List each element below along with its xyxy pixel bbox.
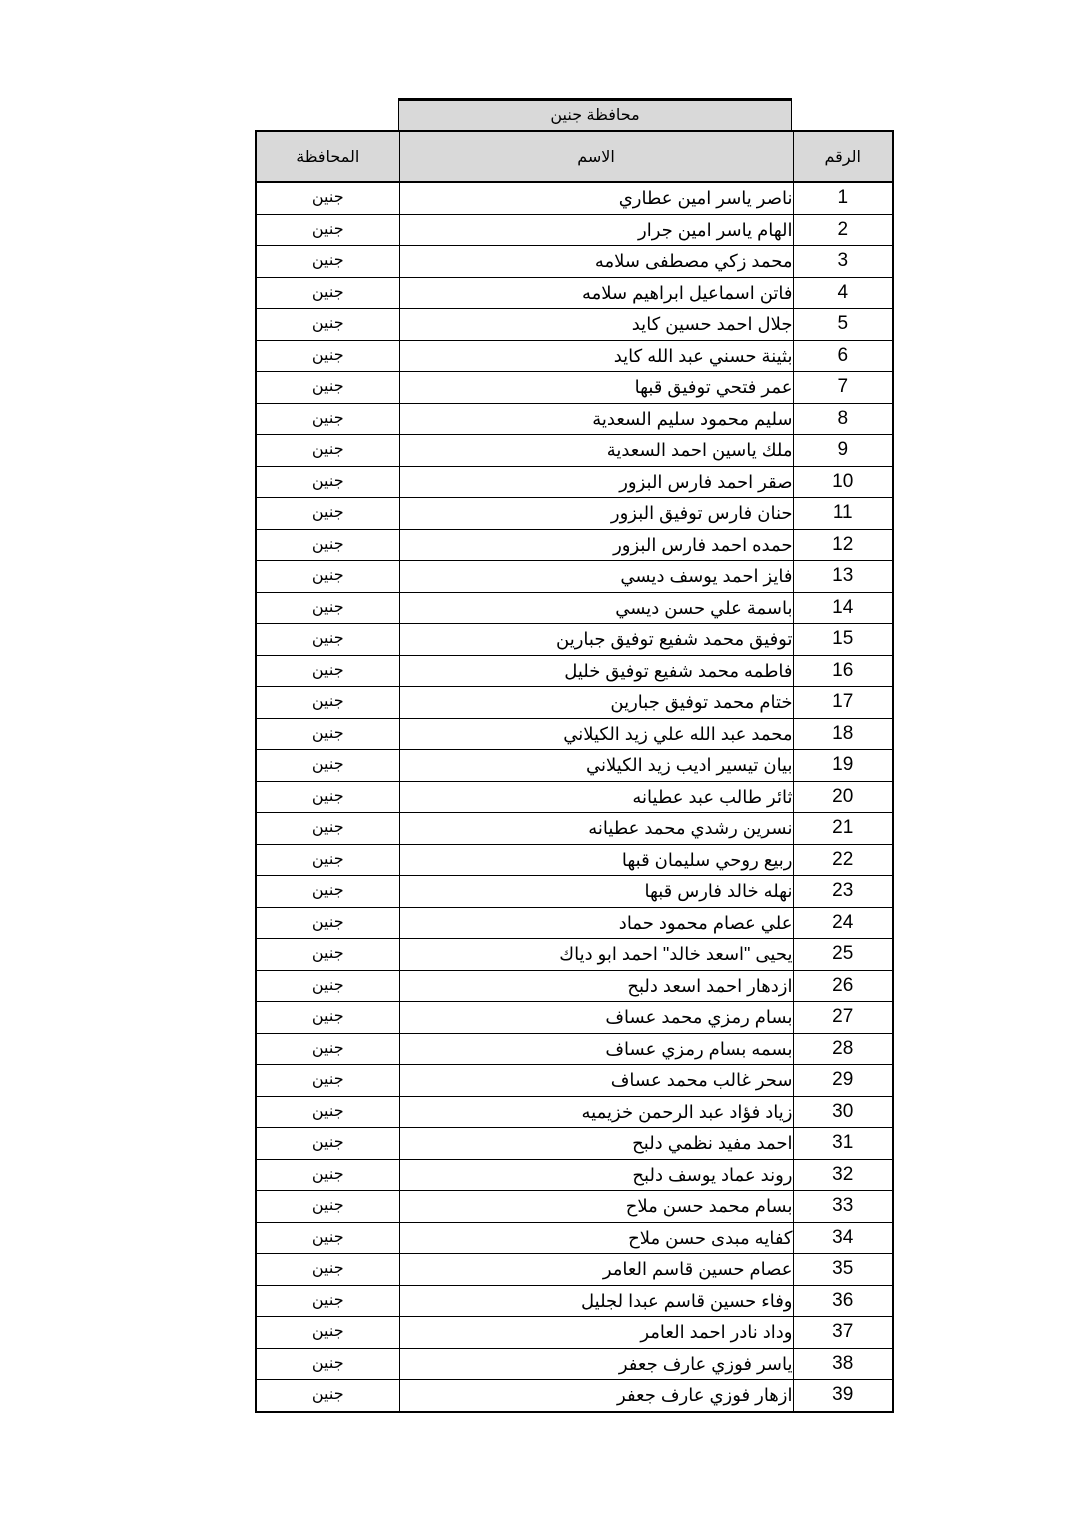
name-cell: ثائر طالب عبد عطيانه xyxy=(399,781,793,813)
number-cell: 4 xyxy=(793,277,893,309)
table-row xyxy=(256,813,893,845)
governorate-cell: جنين xyxy=(256,718,399,750)
governorate-cell: جنين xyxy=(256,592,399,624)
number-cell: 22 xyxy=(793,844,893,876)
name-cell: ربيع روحي سليمان قبها xyxy=(399,844,793,876)
governorate-cell: جنين xyxy=(256,1191,399,1223)
governorate-cell: جنين xyxy=(256,498,399,530)
governorate-cell: جنين xyxy=(256,781,399,813)
table-row xyxy=(256,687,893,719)
number-cell: 5 xyxy=(793,309,893,341)
name-cell: بسام محمد حسن ملاح xyxy=(399,1191,793,1223)
number-cell: 11 xyxy=(793,498,893,530)
governorate-cell: جنين xyxy=(256,813,399,845)
table-row xyxy=(256,1159,893,1191)
number-cell: 24 xyxy=(793,907,893,939)
name-cell: فاطمه محمد شفيع توفيق خليل xyxy=(399,655,793,687)
table-row xyxy=(256,750,893,782)
table-row xyxy=(256,1285,893,1317)
name-cell: وداد نادر احمد العامر xyxy=(399,1317,793,1349)
name-cell: نسرين رشدي محمد عطيانه xyxy=(399,813,793,845)
table-row xyxy=(256,561,893,593)
number-cell: 34 xyxy=(793,1222,893,1254)
governorate-cell: جنين xyxy=(256,1065,399,1097)
name-cell: فايز احمد يوسف ديسي xyxy=(399,561,793,593)
table-row xyxy=(256,372,893,404)
name-cell: ناصر ياسر امين عطاري xyxy=(399,182,793,214)
number-cell: 20 xyxy=(793,781,893,813)
names-table xyxy=(255,130,894,1413)
table-row xyxy=(256,1348,893,1380)
name-cell: احمد مفيد نظمي دلبح xyxy=(399,1128,793,1160)
governorate-cell: جنين xyxy=(256,529,399,561)
number-cell: 35 xyxy=(793,1254,893,1286)
name-cell: بيان تيسير اديب زيد الكيلاني xyxy=(399,750,793,782)
number-cell: 8 xyxy=(793,403,893,435)
name-column-header: الاسم xyxy=(399,131,793,182)
governorate-cell: جنين xyxy=(256,1128,399,1160)
table-row xyxy=(256,466,893,498)
number-column-header: الرقم xyxy=(793,131,893,182)
number-cell: 14 xyxy=(793,592,893,624)
name-cell: صقر احمد فارس البزور xyxy=(399,466,793,498)
governorate-cell: جنين xyxy=(256,561,399,593)
number-cell: 26 xyxy=(793,970,893,1002)
name-cell: سليم محمود سليم السعدية xyxy=(399,403,793,435)
governorate-cell: جنين xyxy=(256,655,399,687)
name-cell: نهله خالد فارس قبها xyxy=(399,876,793,908)
number-cell: 30 xyxy=(793,1096,893,1128)
governorate-cell: جنين xyxy=(256,246,399,278)
number-cell: 3 xyxy=(793,246,893,278)
name-cell: ملك ياسين احمد السعدية xyxy=(399,435,793,467)
number-cell: 10 xyxy=(793,466,893,498)
table-row xyxy=(256,246,893,278)
table-row xyxy=(256,939,893,971)
table-row xyxy=(256,876,893,908)
governorate-cell: جنين xyxy=(256,1096,399,1128)
governorate-cell: جنين xyxy=(256,1002,399,1034)
name-cell: حنان فارس توفيق البزور xyxy=(399,498,793,530)
table-row xyxy=(256,1033,893,1065)
number-cell: 38 xyxy=(793,1348,893,1380)
header-row xyxy=(256,131,893,182)
table-row xyxy=(256,182,893,214)
name-cell: كفايه مبدى حسن ملاح xyxy=(399,1222,793,1254)
number-cell: 1 xyxy=(793,182,893,214)
governorate-column-header: المحافظة xyxy=(256,131,399,182)
governorate-cell: جنين xyxy=(256,182,399,214)
governorate-cell: جنين xyxy=(256,844,399,876)
governorate-cell: جنين xyxy=(256,750,399,782)
number-cell: 33 xyxy=(793,1191,893,1223)
number-cell: 37 xyxy=(793,1317,893,1349)
governorate-cell: جنين xyxy=(256,970,399,1002)
governorate-cell: جنين xyxy=(256,624,399,656)
table-row xyxy=(256,403,893,435)
number-cell: 28 xyxy=(793,1033,893,1065)
governorate-cell: جنين xyxy=(256,876,399,908)
table-row xyxy=(256,1317,893,1349)
governorate-cell: جنين xyxy=(256,309,399,341)
number-cell: 21 xyxy=(793,813,893,845)
table-row xyxy=(256,1191,893,1223)
name-cell: توفيق محمد شفيع توفيق جبارين xyxy=(399,624,793,656)
number-cell: 25 xyxy=(793,939,893,971)
table-row xyxy=(256,435,893,467)
governorate-cell: جنين xyxy=(256,1348,399,1380)
governorate-cell: جنين xyxy=(256,1222,399,1254)
name-cell: الهام ياسر امين جرار xyxy=(399,214,793,246)
governorate-cell: جنين xyxy=(256,1159,399,1191)
table-row xyxy=(256,655,893,687)
table-row xyxy=(256,340,893,372)
governorate-cell: جنين xyxy=(256,435,399,467)
name-cell: روند عماد يوسف دلبح xyxy=(399,1159,793,1191)
table-row xyxy=(256,498,893,530)
number-cell: 17 xyxy=(793,687,893,719)
name-cell: عصام حسين قاسم العامر xyxy=(399,1254,793,1286)
governorate-cell: جنين xyxy=(256,907,399,939)
name-cell: حمده احمد فارس البزور xyxy=(399,529,793,561)
table-row xyxy=(256,781,893,813)
name-cell: ازدهار احمد اسعد دلبح xyxy=(399,970,793,1002)
governorate-cell: جنين xyxy=(256,1254,399,1286)
number-cell: 36 xyxy=(793,1285,893,1317)
table-row xyxy=(256,1002,893,1034)
number-cell: 29 xyxy=(793,1065,893,1097)
table-row xyxy=(256,718,893,750)
number-cell: 15 xyxy=(793,624,893,656)
governorate-cell: جنين xyxy=(256,1033,399,1065)
name-cell: عمر فتحي توفيق قبها xyxy=(399,372,793,404)
name-cell: جلال احمد حسين كايد xyxy=(399,309,793,341)
number-cell: 6 xyxy=(793,340,893,372)
table-row xyxy=(256,1254,893,1286)
governorate-cell: جنين xyxy=(256,939,399,971)
table-row xyxy=(256,844,893,876)
table-row xyxy=(256,277,893,309)
number-cell: 39 xyxy=(793,1380,893,1412)
name-cell: محمد زكي مصطفى سلامه xyxy=(399,246,793,278)
number-cell: 12 xyxy=(793,529,893,561)
number-cell: 18 xyxy=(793,718,893,750)
number-cell: 7 xyxy=(793,372,893,404)
table-row xyxy=(256,970,893,1002)
name-cell: بسمه بسام رمزي عساف xyxy=(399,1033,793,1065)
governorate-cell: جنين xyxy=(256,372,399,404)
name-cell: ياسر فوزي عارف جعفر xyxy=(399,1348,793,1380)
number-cell: 9 xyxy=(793,435,893,467)
table-row xyxy=(256,309,893,341)
table-row xyxy=(256,1222,893,1254)
table-row xyxy=(256,624,893,656)
name-cell: سحر غالب محمد عساف xyxy=(399,1065,793,1097)
name-cell: وفاء حسين قاسم عبدا لجليل xyxy=(399,1285,793,1317)
table-title: محافظة جنين xyxy=(398,98,792,130)
table-row xyxy=(256,907,893,939)
governorate-cell: جنين xyxy=(256,1317,399,1349)
governorate-cell: جنين xyxy=(256,466,399,498)
number-cell: 27 xyxy=(793,1002,893,1034)
governorate-cell: جنين xyxy=(256,403,399,435)
name-cell: ازهار فوزي عارف جعفر xyxy=(399,1380,793,1412)
governorate-cell: جنين xyxy=(256,1285,399,1317)
name-cell: زياد فؤاد عبد الرحمن خزيميه xyxy=(399,1096,793,1128)
governorate-cell: جنين xyxy=(256,340,399,372)
name-cell: بثينة حسني عبد الله كايد xyxy=(399,340,793,372)
name-cell: ختام محمد توفيق جبارين xyxy=(399,687,793,719)
name-cell: علي عصام محمود حماد xyxy=(399,907,793,939)
number-cell: 31 xyxy=(793,1128,893,1160)
name-cell: يحيى "اسعد خالد" احمد ابو دياك xyxy=(399,939,793,971)
table-row xyxy=(256,1096,893,1128)
table-row xyxy=(256,592,893,624)
governorate-cell: جنين xyxy=(256,277,399,309)
name-cell: بسام رمزي محمد عساف xyxy=(399,1002,793,1034)
number-cell: 2 xyxy=(793,214,893,246)
number-cell: 23 xyxy=(793,876,893,908)
number-cell: 13 xyxy=(793,561,893,593)
table-row xyxy=(256,529,893,561)
governorate-cell: جنين xyxy=(256,214,399,246)
table-row xyxy=(256,1065,893,1097)
table-body xyxy=(256,182,893,1412)
table-row xyxy=(256,1128,893,1160)
name-cell: باسمة علي حسن ديسي xyxy=(399,592,793,624)
governorate-cell: جنين xyxy=(256,687,399,719)
table-row xyxy=(256,214,893,246)
number-cell: 19 xyxy=(793,750,893,782)
governorate-cell: جنين xyxy=(256,1380,399,1412)
name-cell: محمد عبد الله علي زيد الكيلاني xyxy=(399,718,793,750)
table-row xyxy=(256,1380,893,1412)
name-cell: فاتن اسماعيل ابراهيم سلامه xyxy=(399,277,793,309)
number-cell: 16 xyxy=(793,655,893,687)
number-cell: 32 xyxy=(793,1159,893,1191)
